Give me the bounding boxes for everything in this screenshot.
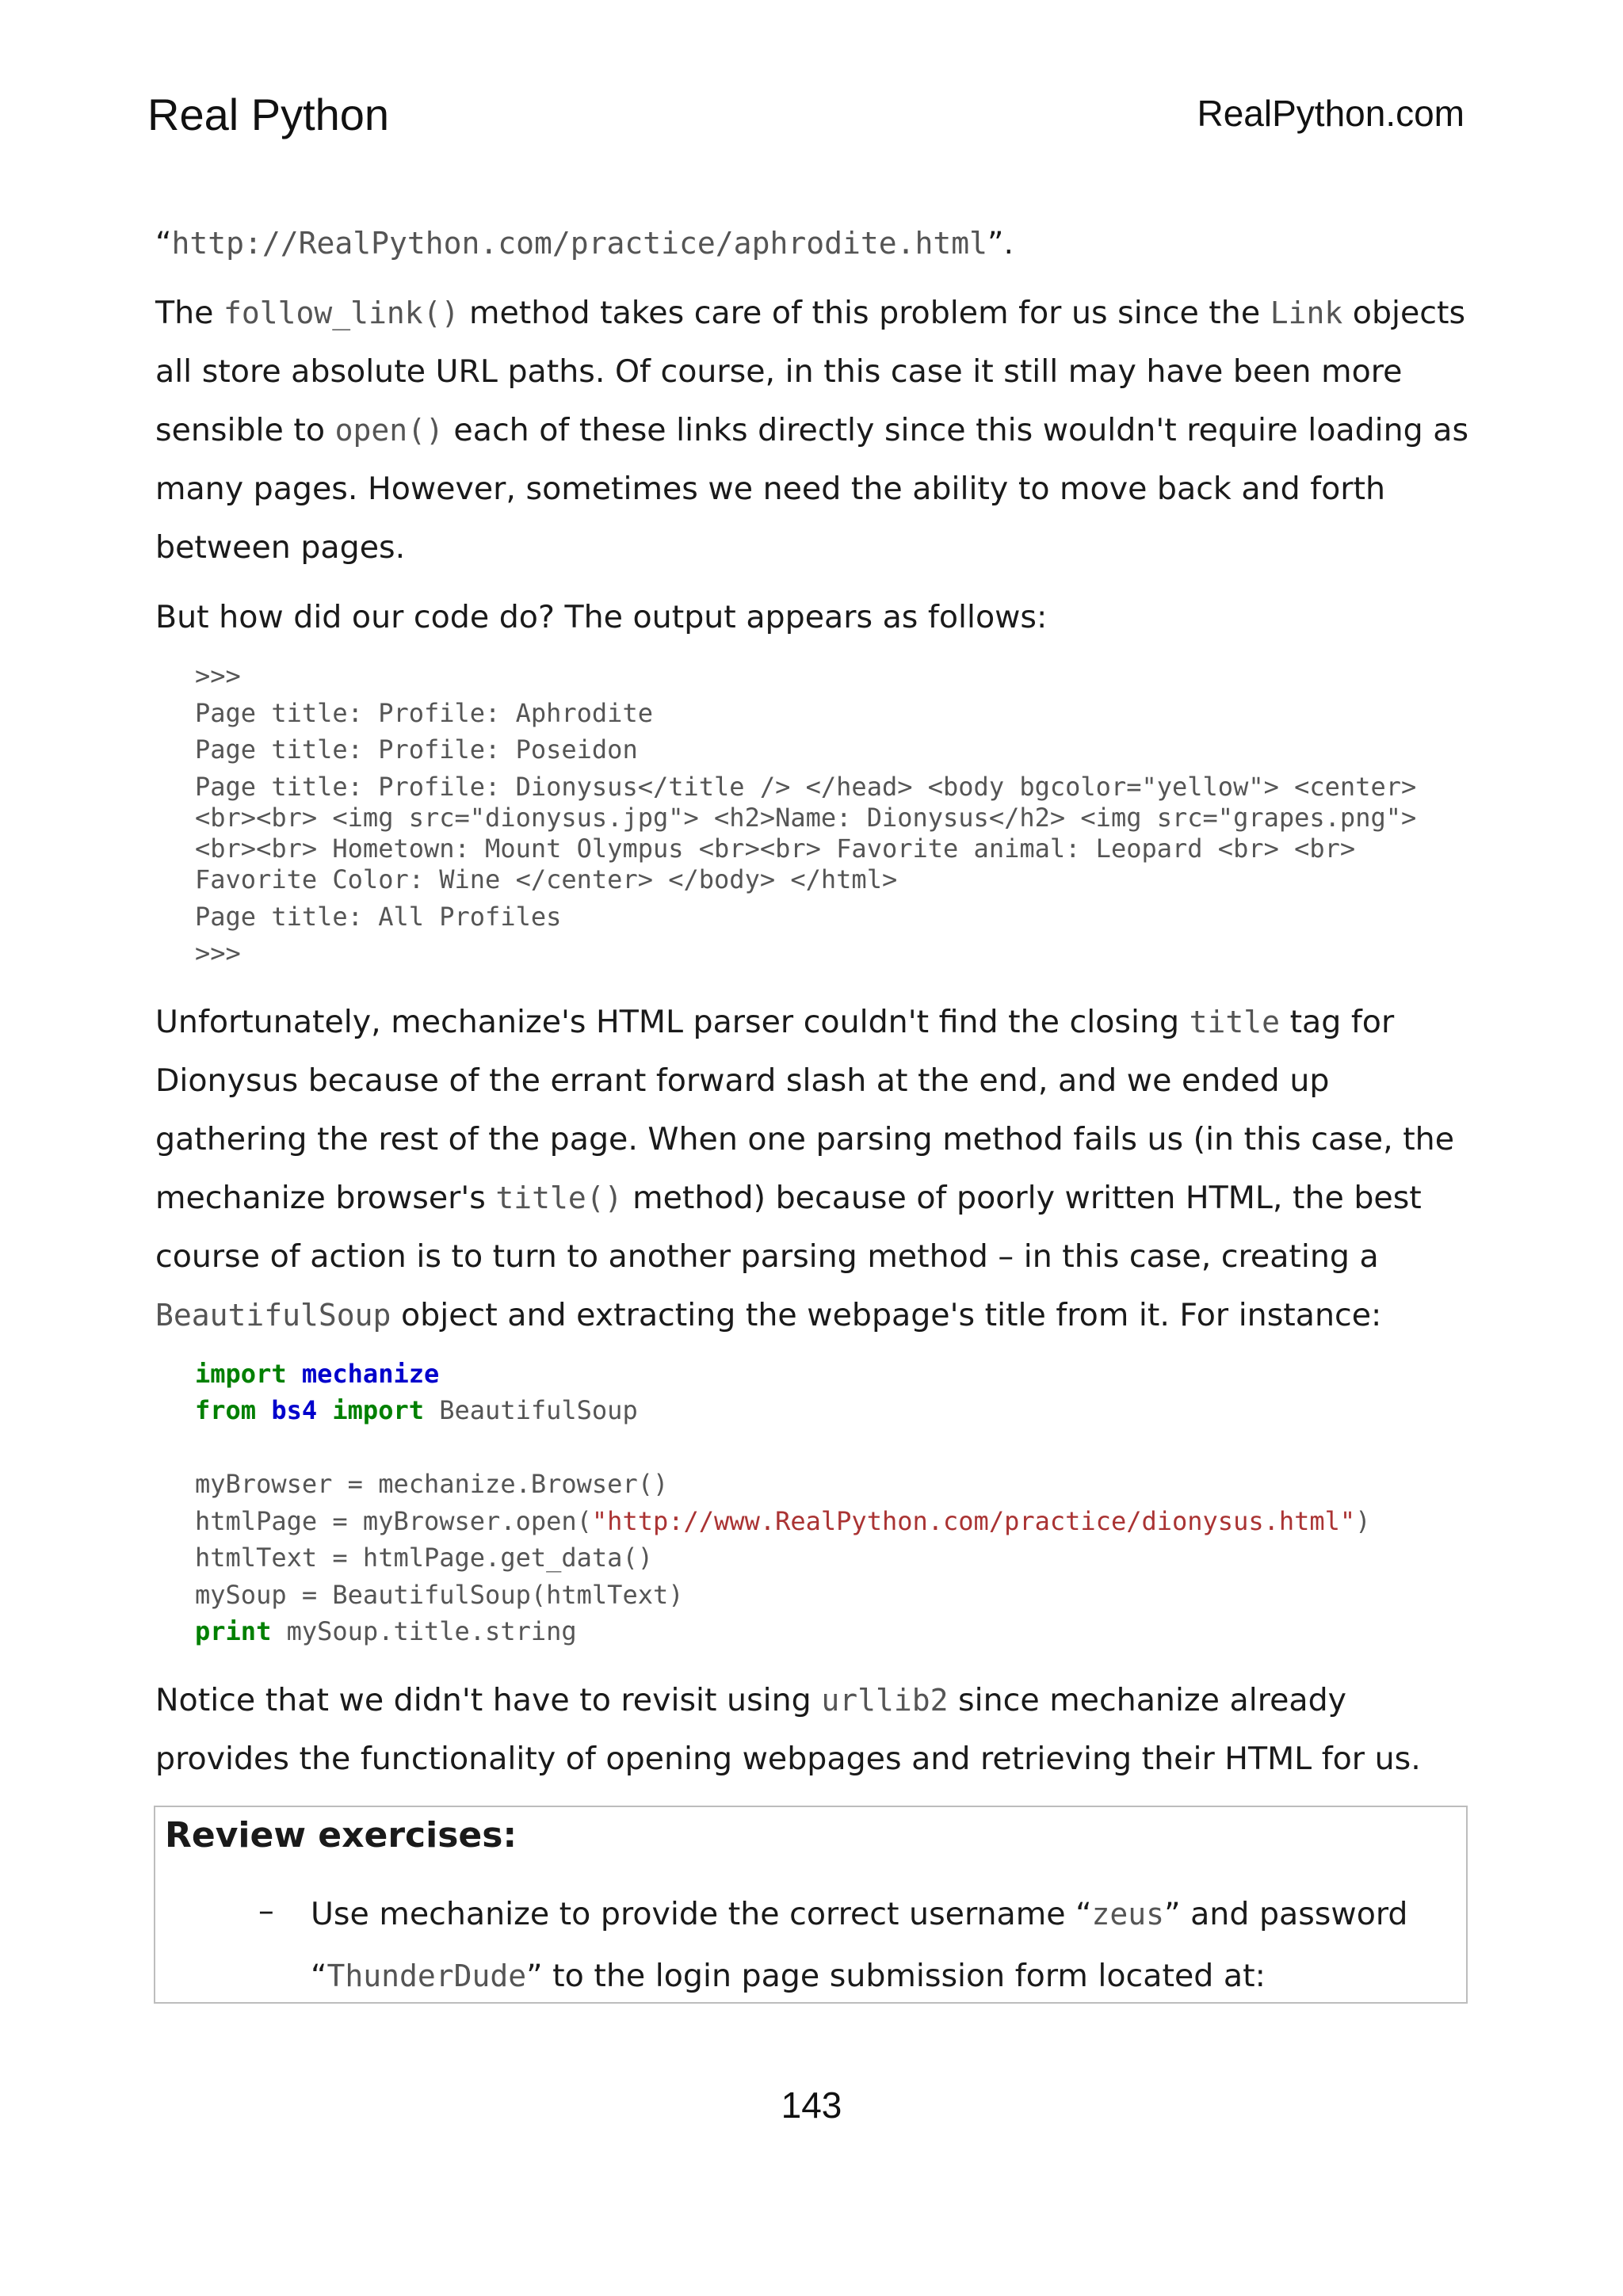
output-line: Page title: Profile: Aphrodite	[195, 697, 653, 728]
inline-code: Link	[1270, 296, 1343, 330]
paragraph-output-intro: But how did our code do? The output appears as follows:	[155, 599, 1048, 635]
code-line	[195, 1503, 1471, 1540]
paragraph-parser-failure	[155, 993, 1471, 1344]
code-line: mySoup = BeautifulSoup(htmlText)	[195, 1579, 684, 1610]
text: method takes care of this problem for us since the	[459, 295, 1270, 331]
text: tag for Dionysus because of the errant forward slash at the end, and we ended up gathering the rest of the page. When one parsing method fails us (in this case, the mechanize browser's	[155, 1003, 1455, 1216]
output-line: >>>	[195, 661, 241, 691]
inline-code: title()	[495, 1180, 623, 1215]
text: ” to the login page submission form located at:	[526, 1958, 1266, 1994]
code-block	[195, 1356, 1471, 1650]
output-block	[195, 658, 1471, 972]
code-line: myBrowser = mechanize.Browser()	[195, 1469, 669, 1499]
output-line: Page title: Profile: Poseidon	[195, 734, 638, 765]
text: Use mechanize to provide the correct username “	[311, 1896, 1092, 1932]
output-line: >>>	[195, 938, 241, 968]
identifier: BeautifulSoup	[439, 1395, 638, 1425]
text: each of these links directly since this wouldn't require loading as many pages. However, sometimes we need the ability to move back and forth between pages.	[155, 412, 1469, 566]
code-line	[195, 1392, 1471, 1429]
text: objects all store absolute URL paths. Of course, in this case it still may have been more sensible to	[155, 295, 1466, 448]
text: ” and password “	[311, 1896, 1408, 1994]
keyword: import	[332, 1395, 424, 1425]
code-text: htmlPage = myBrowser.open(	[195, 1505, 592, 1536]
inline-code: ThunderDude	[327, 1958, 527, 1993]
module-name: bs4	[271, 1395, 318, 1425]
inline-code: urllib2	[821, 1682, 949, 1718]
keyword: print	[195, 1616, 272, 1646]
page-content	[155, 214, 1471, 1799]
text: method) because of poorly written HTML, the best course of action is to turn to another parsing method – in this case, creating a	[155, 1179, 1422, 1275]
review-title: Review exercises:	[165, 1815, 517, 1855]
code-line	[195, 1613, 1471, 1650]
text: Notice that we didn't have to revisit using	[155, 1681, 822, 1718]
open-quote: “	[155, 225, 172, 261]
paragraph-follow-link	[155, 284, 1471, 577]
page-number: 143	[781, 2084, 842, 2126]
list-bullet: –	[258, 1893, 274, 1929]
string-literal: "http://www.RealPython.com/practice/dionysus.html"	[591, 1505, 1356, 1536]
paragraph-urllib2-note	[155, 1671, 1471, 1788]
header-title: Real Python	[147, 90, 390, 139]
output-line: Page title: Profile: Dionysus</title /> </head> <body bgcolor="yellow"> <center> <br><br> <img src="dionysus.jpg"> <h2>Name: Dionysus</h2> <img src="grapes.png"><br><br> Hometown: Mount Olympus <br><br> Favorite animal: Leopard <br> <br> Favorite Color: Wine </center> </body> </html>	[195, 771, 1432, 894]
text: Unfortunately, mechanize's HTML parser couldn't find the closing	[155, 1003, 1190, 1040]
inline-code: BeautifulSoup	[155, 1297, 391, 1333]
module-name: mechanize	[301, 1358, 440, 1389]
code-line: htmlText = htmlPage.get_data()	[195, 1543, 653, 1573]
inline-code: zeus	[1091, 1897, 1165, 1932]
code-text: mySoup.title.string	[286, 1616, 577, 1646]
inline-code: follow_link()	[223, 296, 460, 330]
code-line	[195, 1356, 1471, 1393]
intro-url: http://RealPython.com/practice/aphrodite.html	[171, 226, 987, 261]
close-quote: ”.	[987, 225, 1014, 261]
inline-code: open()	[334, 413, 444, 448]
header-site: RealPython.com	[1197, 93, 1465, 134]
text: The	[155, 295, 224, 331]
intro-url-line	[155, 214, 1471, 273]
code-text: )	[1355, 1505, 1371, 1536]
review-item	[311, 1883, 1420, 2007]
review-exercises-box	[154, 1806, 1468, 2004]
code-blank-line	[195, 1429, 1471, 1466]
keyword: from	[195, 1395, 257, 1425]
text: object and extracting the webpage's title from it. For instance:	[391, 1296, 1382, 1333]
inline-code: title	[1189, 1004, 1281, 1039]
output-line: Page title: All Profiles	[195, 901, 562, 932]
keyword: import	[195, 1358, 287, 1389]
text: since mechanize already provides the functionality of opening webpages and retrieving their HTML for us.	[155, 1681, 1421, 1777]
